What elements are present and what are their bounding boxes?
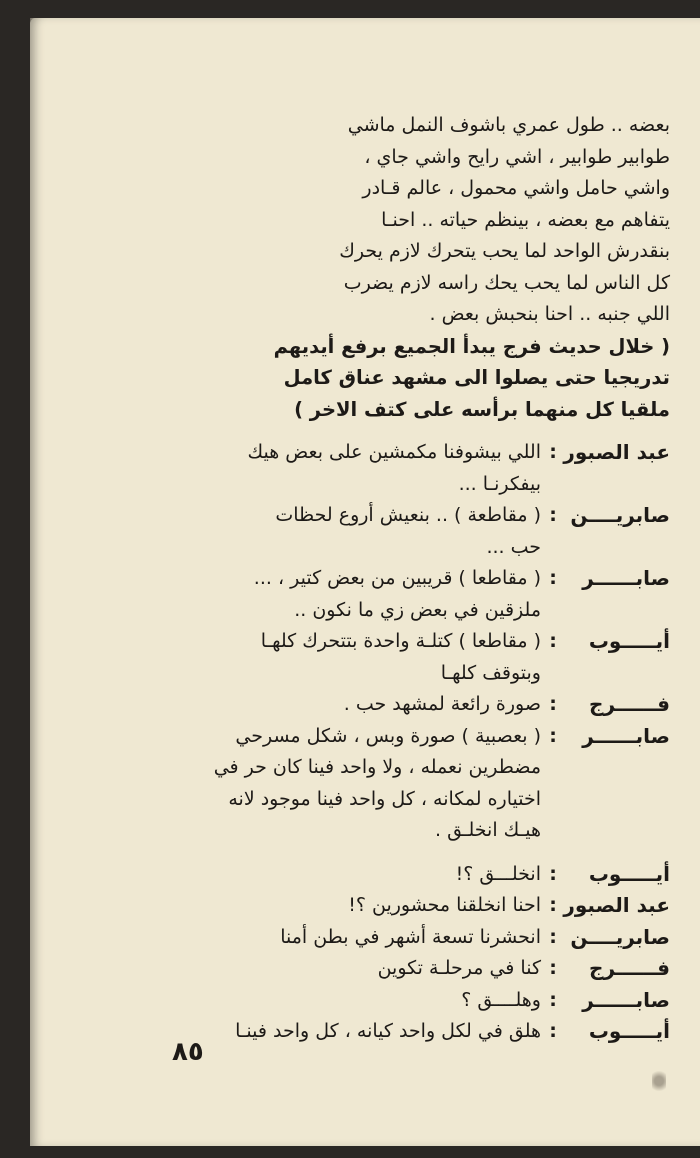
speaker-spacer [565, 784, 670, 816]
speaker-spacer [565, 658, 670, 690]
speaker-colon: : [549, 567, 557, 589]
speech-text: بيفكرنـا ... [458, 472, 541, 495]
colon-spacer [541, 658, 565, 690]
dialogue-block-2 [160, 859, 670, 1048]
text-line: واشي حامل واشي محمول ، عالم قـادر [362, 177, 670, 199]
speaker-colon: : [549, 925, 557, 948]
speaker-spacer [565, 469, 670, 501]
speech-text: انخلـــق ؟! [455, 862, 541, 885]
colon-spacer [541, 595, 565, 627]
speech-text: اختياره لمكانه ، كل واحد فينا موجود لانه [228, 787, 541, 810]
narrative-paragraph [160, 110, 670, 331]
dialogue-line [160, 1016, 670, 1048]
speech-text: كنا في مرحلـة تكوين [377, 957, 541, 979]
dialogue-line [160, 658, 670, 690]
stage-direction [160, 331, 670, 426]
dialogue-line [160, 815, 670, 847]
text-line: طوابير طوابير ، اشي رايح واشي جاي ، [364, 145, 670, 168]
speaker-name: فــــــرج [589, 956, 670, 980]
text-line: بنقدرش الواحد لما يحب يتحرك لازم يحرك [339, 240, 670, 262]
dialogue-line [160, 626, 670, 658]
page-smudge [652, 1068, 666, 1094]
speech-text: ( بعصبية ) صورة وبس ، شكل مسرحي [235, 724, 541, 747]
speech-text: ( مقاطعا ) كتلـة واحدة بتتحرك كلهـا [260, 630, 541, 652]
speech-text: اللي بيشوفنا مكمشين على بعض هيك [247, 441, 541, 463]
speech-text: وهلــــق ؟ [461, 988, 541, 1011]
dialogue-block-1 [160, 437, 670, 847]
speaker-name: صابــــــر [582, 723, 670, 748]
dialogue-line [160, 752, 670, 784]
dialogue-line [160, 953, 670, 985]
speaker-name: عبد الصبور [563, 893, 670, 917]
stage-line: ملقيا كل منهما برأسه على كتف الاخر ) [294, 397, 670, 421]
speaker-name: صابــــــر [582, 987, 670, 1012]
speech-text: وبتوقف كلهـا [440, 661, 541, 684]
speaker-spacer [565, 532, 670, 564]
colon-spacer [541, 784, 565, 816]
text-line: اللي جنبه .. احنا بنحبش بعض . [429, 303, 670, 325]
dialogue-line [160, 689, 670, 721]
dialogue-line [160, 859, 670, 891]
speaker-colon: : [549, 1020, 557, 1042]
speaker-colon: : [549, 630, 557, 652]
dialogue-line [160, 922, 670, 954]
dialogue-line [160, 437, 670, 469]
speaker-colon: : [549, 724, 557, 747]
speaker-name: صابــــــر [582, 566, 670, 590]
text-line: كل الناس لما يحب يحك راسه لازم يضرب [343, 271, 670, 294]
speaker-name: أيـــــوب [588, 1019, 670, 1043]
speech-text: هلق في لكل واحد كيانه ، كل واحد فينـا [235, 1020, 541, 1042]
speech-text: هيـك انخلـق . [435, 819, 541, 841]
stage-line: تدريجيا حتى يصلوا الى مشهد عناق كامل [283, 366, 670, 389]
colon-spacer [541, 532, 565, 564]
dialogue-line [160, 890, 670, 922]
text-line: يتفاهم مع بعضه ، بينظم حياته .. احنـا [381, 208, 670, 231]
speaker-spacer [565, 815, 670, 847]
speaker-name: صابريــــن [570, 924, 670, 949]
speaker-colon: : [549, 862, 557, 885]
dialogue-line [160, 563, 670, 595]
speaker-name: فــــــرج [589, 692, 670, 716]
dialogue-line [160, 595, 670, 627]
speech-text: مضطرين نعمله ، ولا واحد فينا كان حر في [213, 756, 541, 778]
speech-text: صورة رائعة لمشهد حب . [343, 693, 541, 715]
dialogue-line [160, 721, 670, 753]
speech-text: انحشرنا تسعة أشهر في بطن أمنا [280, 925, 541, 948]
speech-text: ( مقاطعا ) قريبين من بعض كتير ، ... [253, 567, 541, 589]
colon-spacer [541, 469, 565, 501]
speaker-name: أيـــــوب [588, 629, 670, 653]
speech-text: ملزقين في بعض زي ما نكون .. [294, 598, 541, 621]
page-number: ٨٥ [172, 1037, 204, 1067]
speaker-colon: : [549, 504, 557, 526]
speaker-colon: : [549, 441, 557, 463]
speaker-name: صابريــــن [570, 503, 670, 527]
speaker-colon: : [549, 957, 557, 979]
text-line: بعضه .. طول عمري باشوف النمل ماشي [347, 114, 670, 136]
dialogue-line [160, 500, 670, 532]
dialogue-line [160, 784, 670, 816]
dialogue-line [160, 985, 670, 1017]
stage-line: ( خلال حديث فرج يبدأ الجميع برفع أيديهم [273, 334, 670, 358]
page-text [160, 110, 670, 1048]
colon-spacer [541, 752, 565, 784]
speaker-colon: : [549, 988, 557, 1011]
speaker-name: عبد الصبور [563, 440, 670, 464]
speaker-spacer [565, 595, 670, 627]
speaker-spacer [565, 752, 670, 784]
speech-text: احنا انخلقنا محشورين ؟! [348, 894, 541, 916]
speech-text: حب ... [486, 535, 541, 558]
speech-text: ( مقاطعة ) .. بنعيش أروع لحظات [275, 504, 541, 526]
speaker-colon: : [549, 693, 557, 715]
speaker-colon: : [549, 894, 557, 916]
dialogue-line [160, 532, 670, 564]
dialogue-line [160, 469, 670, 501]
speaker-name: أيـــــوب [588, 861, 670, 886]
colon-spacer [541, 815, 565, 847]
